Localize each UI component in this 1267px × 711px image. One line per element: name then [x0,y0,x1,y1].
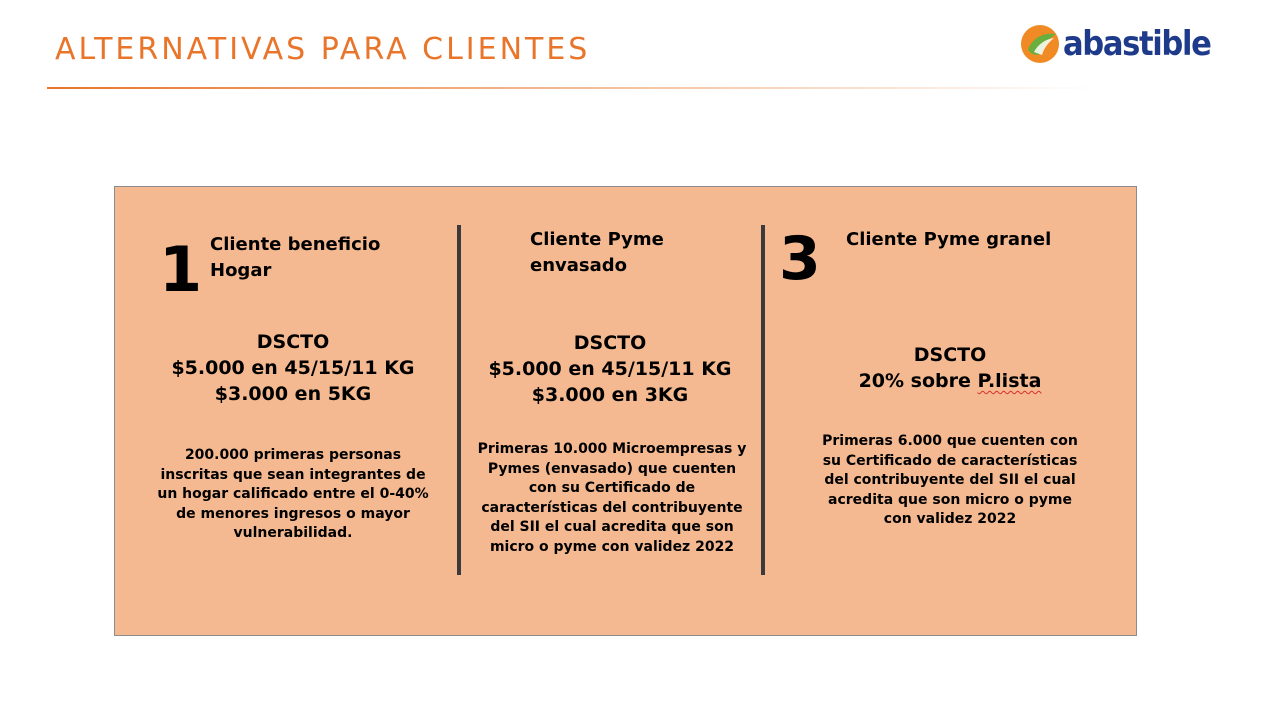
column-2-description: Primeras 10.000 Microempresas y Pymes (envasado) que cuenten con su Certificado de características del contribuyente del SII el cual acredita que son micro o pyme con validez 2022 [477,441,747,555]
column-1-description: 200.000 primeras personas inscritas que sean integrantes de un hogar calificado entre el 0-40% de menores ingresos o mayor vulnerabilidad. [157,447,429,541]
logo-wordmark: abastible [1063,24,1211,64]
column-3-description: Primeras 6.000 que cuenten con su Certificado de características del contribuyente del SII el cual acredita que son micro o pyme con validez 2022 [822,433,1078,527]
column-2-discount: DSCTO $5.000 en 45/15/11 KG $3.000 en 3KG [488,332,732,406]
title-underline [47,87,1097,89]
column-1-number: 1 [159,233,203,306]
column-3-discount: DSCTO 20% sobre P.lista [858,344,1042,392]
column-3-heading: Cliente Pyme granel [846,229,1052,250]
abastible-logo-icon [1020,24,1060,64]
spellcheck-marked-word: P.lista [977,370,1042,392]
column-3-number: 3 [779,224,821,294]
benefits-panel [114,186,1137,636]
column-1-discount: DSCTO $5.000 en 45/15/11 KG $3.000 en 5KG [171,331,415,405]
column-2-heading: Cliente Pyme envasado [530,229,664,276]
company-logo [1020,22,1227,66]
slide-title: ALTERNATIVAS PARA CLIENTES [55,32,591,67]
column-1-heading: Cliente beneficio Hogar [210,234,381,281]
